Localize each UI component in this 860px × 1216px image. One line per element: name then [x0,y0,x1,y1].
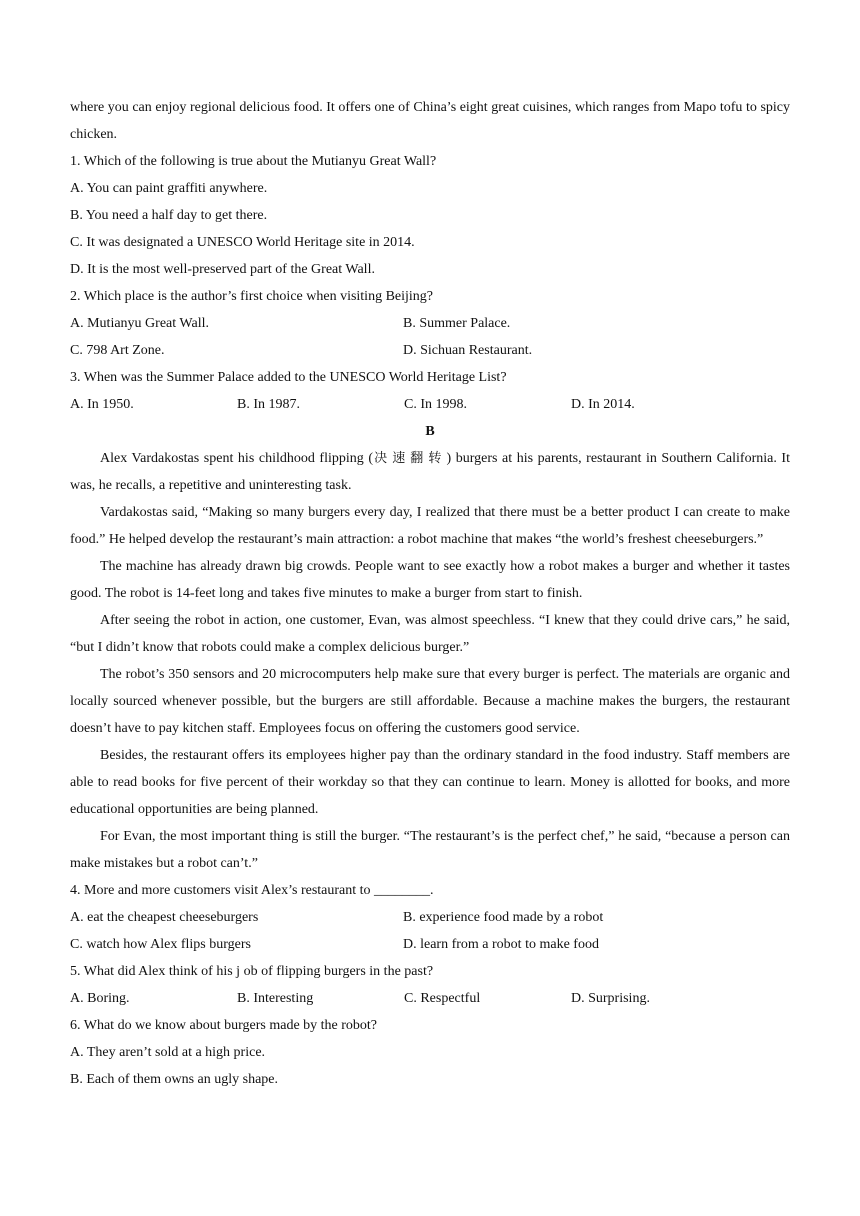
question-2-option-d: D. Sichuan Restaurant. [403,343,533,358]
question-3-stem: 3. When was the Summer Palace added to the UNESCO World Heritage List? [70,370,507,385]
question-2-options-row-1 [70,310,790,337]
question-5-options-row [70,985,790,1012]
question-5-option-c: C. Respectful [404,991,481,1006]
question-2-option-a: A. Mutianyu Great Wall. [70,316,209,331]
question-1-option-b: B. You need a half day to get there. [70,208,268,223]
question-2-option-c: C. 798 Art Zone. [70,343,165,358]
question-5-stem: 5. What did Alex think of his j ob of flipping burgers in the past? [70,964,434,979]
question-4-option-c: C. watch how Alex flips burgers [70,937,251,952]
question-2-options-row-2 [70,337,790,364]
intro-paragraph: where you can enjoy regional delicious food. It offers one of China’s eight great cuisines, which ranges from Mapo tofu to spicy chicken. [70,100,790,142]
passage-paragraph-6: Besides, the restaurant offers its employees higher pay than the ordinary standard in the food industry. Staff members are able to read books for five percent of their workday so that they can continue to learn. Money is allotted for books, and more educational opportunities are being planned. [70,748,790,817]
question-3-option-b: B. In 1987. [237,397,300,412]
passage-paragraph-1-post: ) burgers at his parents, restaurant in Southern California. It was, he recalls, a repetitive and uninteresting task. [70,451,790,493]
question-2-stem: 2. Which place is the author’s first choice when visiting Beijing? [70,289,434,304]
passage-paragraph-3: The machine has already drawn big crowds. People want to see exactly how a robot makes a burger and whether it tastes good. The robot is 14-feet long and takes five minutes to make a burger from start to finish. [70,559,790,601]
question-4-options-row-1 [70,904,790,931]
question-3-option-c: C. In 1998. [404,397,467,412]
question-6-option-a: A. They aren’t sold at a high price. [70,1045,266,1060]
passage-paragraph-1 [70,445,790,499]
question-4-options-row-2 [70,931,790,958]
question-3-option-d: D. In 2014. [571,397,635,412]
question-1-option-a: A. You can paint graffiti anywhere. [70,181,268,196]
question-5-option-b: B. Interesting [237,991,314,1006]
question-4-option-a: A. eat the cheapest cheeseburgers [70,910,259,925]
question-5-option-a: A. Boring. [70,991,130,1006]
question-1-stem: 1. Which of the following is true about the Mutianyu Great Wall? [70,154,437,169]
passage-paragraph-5: The robot’s 350 sensors and 20 microcomputers help make sure that every burger is perfect. The materials are organic and locally sourced whenever possible, but the burgers are still affordable. Because a machine makes the burgers, the restaurant doesn’t have to pay kitchen staff. Employees focus on offering the customers good service. [70,667,790,736]
question-5-option-d: D. Surprising. [571,991,650,1006]
question-4-stem: 4. More and more customers visit Alex’s restaurant to ________. [70,883,434,898]
question-3-options-row [70,391,790,418]
section-b-title: B [425,424,435,439]
question-6-stem: 6. What do we know about burgers made by the robot? [70,1018,378,1033]
question-4-option-d: D. learn from a robot to make food [403,937,599,952]
question-1-option-c: C. It was designated a UNESCO World Heritage site in 2014. [70,235,415,250]
passage-paragraph-4: After seeing the robot in action, one customer, Evan, was almost speechless. “I knew that they could drive cars,” he said, “but I didn’t know that robots could make a complex delicious burger.” [70,613,790,655]
passage-paragraph-2: Vardakostas said, “Making so many burgers every day, I realized that there must be a better product I can create to make food.” He helped develop the restaurant’s main attraction: a robot machine that makes “the world’s freshest cheeseburgers.” [70,505,790,547]
question-4-option-b: B. experience food made by a robot [403,910,604,925]
question-2-option-b: B. Summer Palace. [403,316,511,331]
chinese-gloss: 决速翻转 [373,451,447,466]
passage-paragraph-7: For Evan, the most important thing is still the burger. “The restaurant’s is the perfect chef,” he said, “because a person can make mistakes but a robot can’t.” [70,829,790,871]
question-6-option-b: B. Each of them owns an ugly shape. [70,1072,279,1087]
passage-paragraph-1-pre: Alex Vardakostas spent his childhood flipping ( [100,451,374,466]
question-1-option-d: D. It is the most well-preserved part of the Great Wall. [70,262,375,277]
question-3-option-a: A. In 1950. [70,397,134,412]
document-page [70,94,790,1093]
